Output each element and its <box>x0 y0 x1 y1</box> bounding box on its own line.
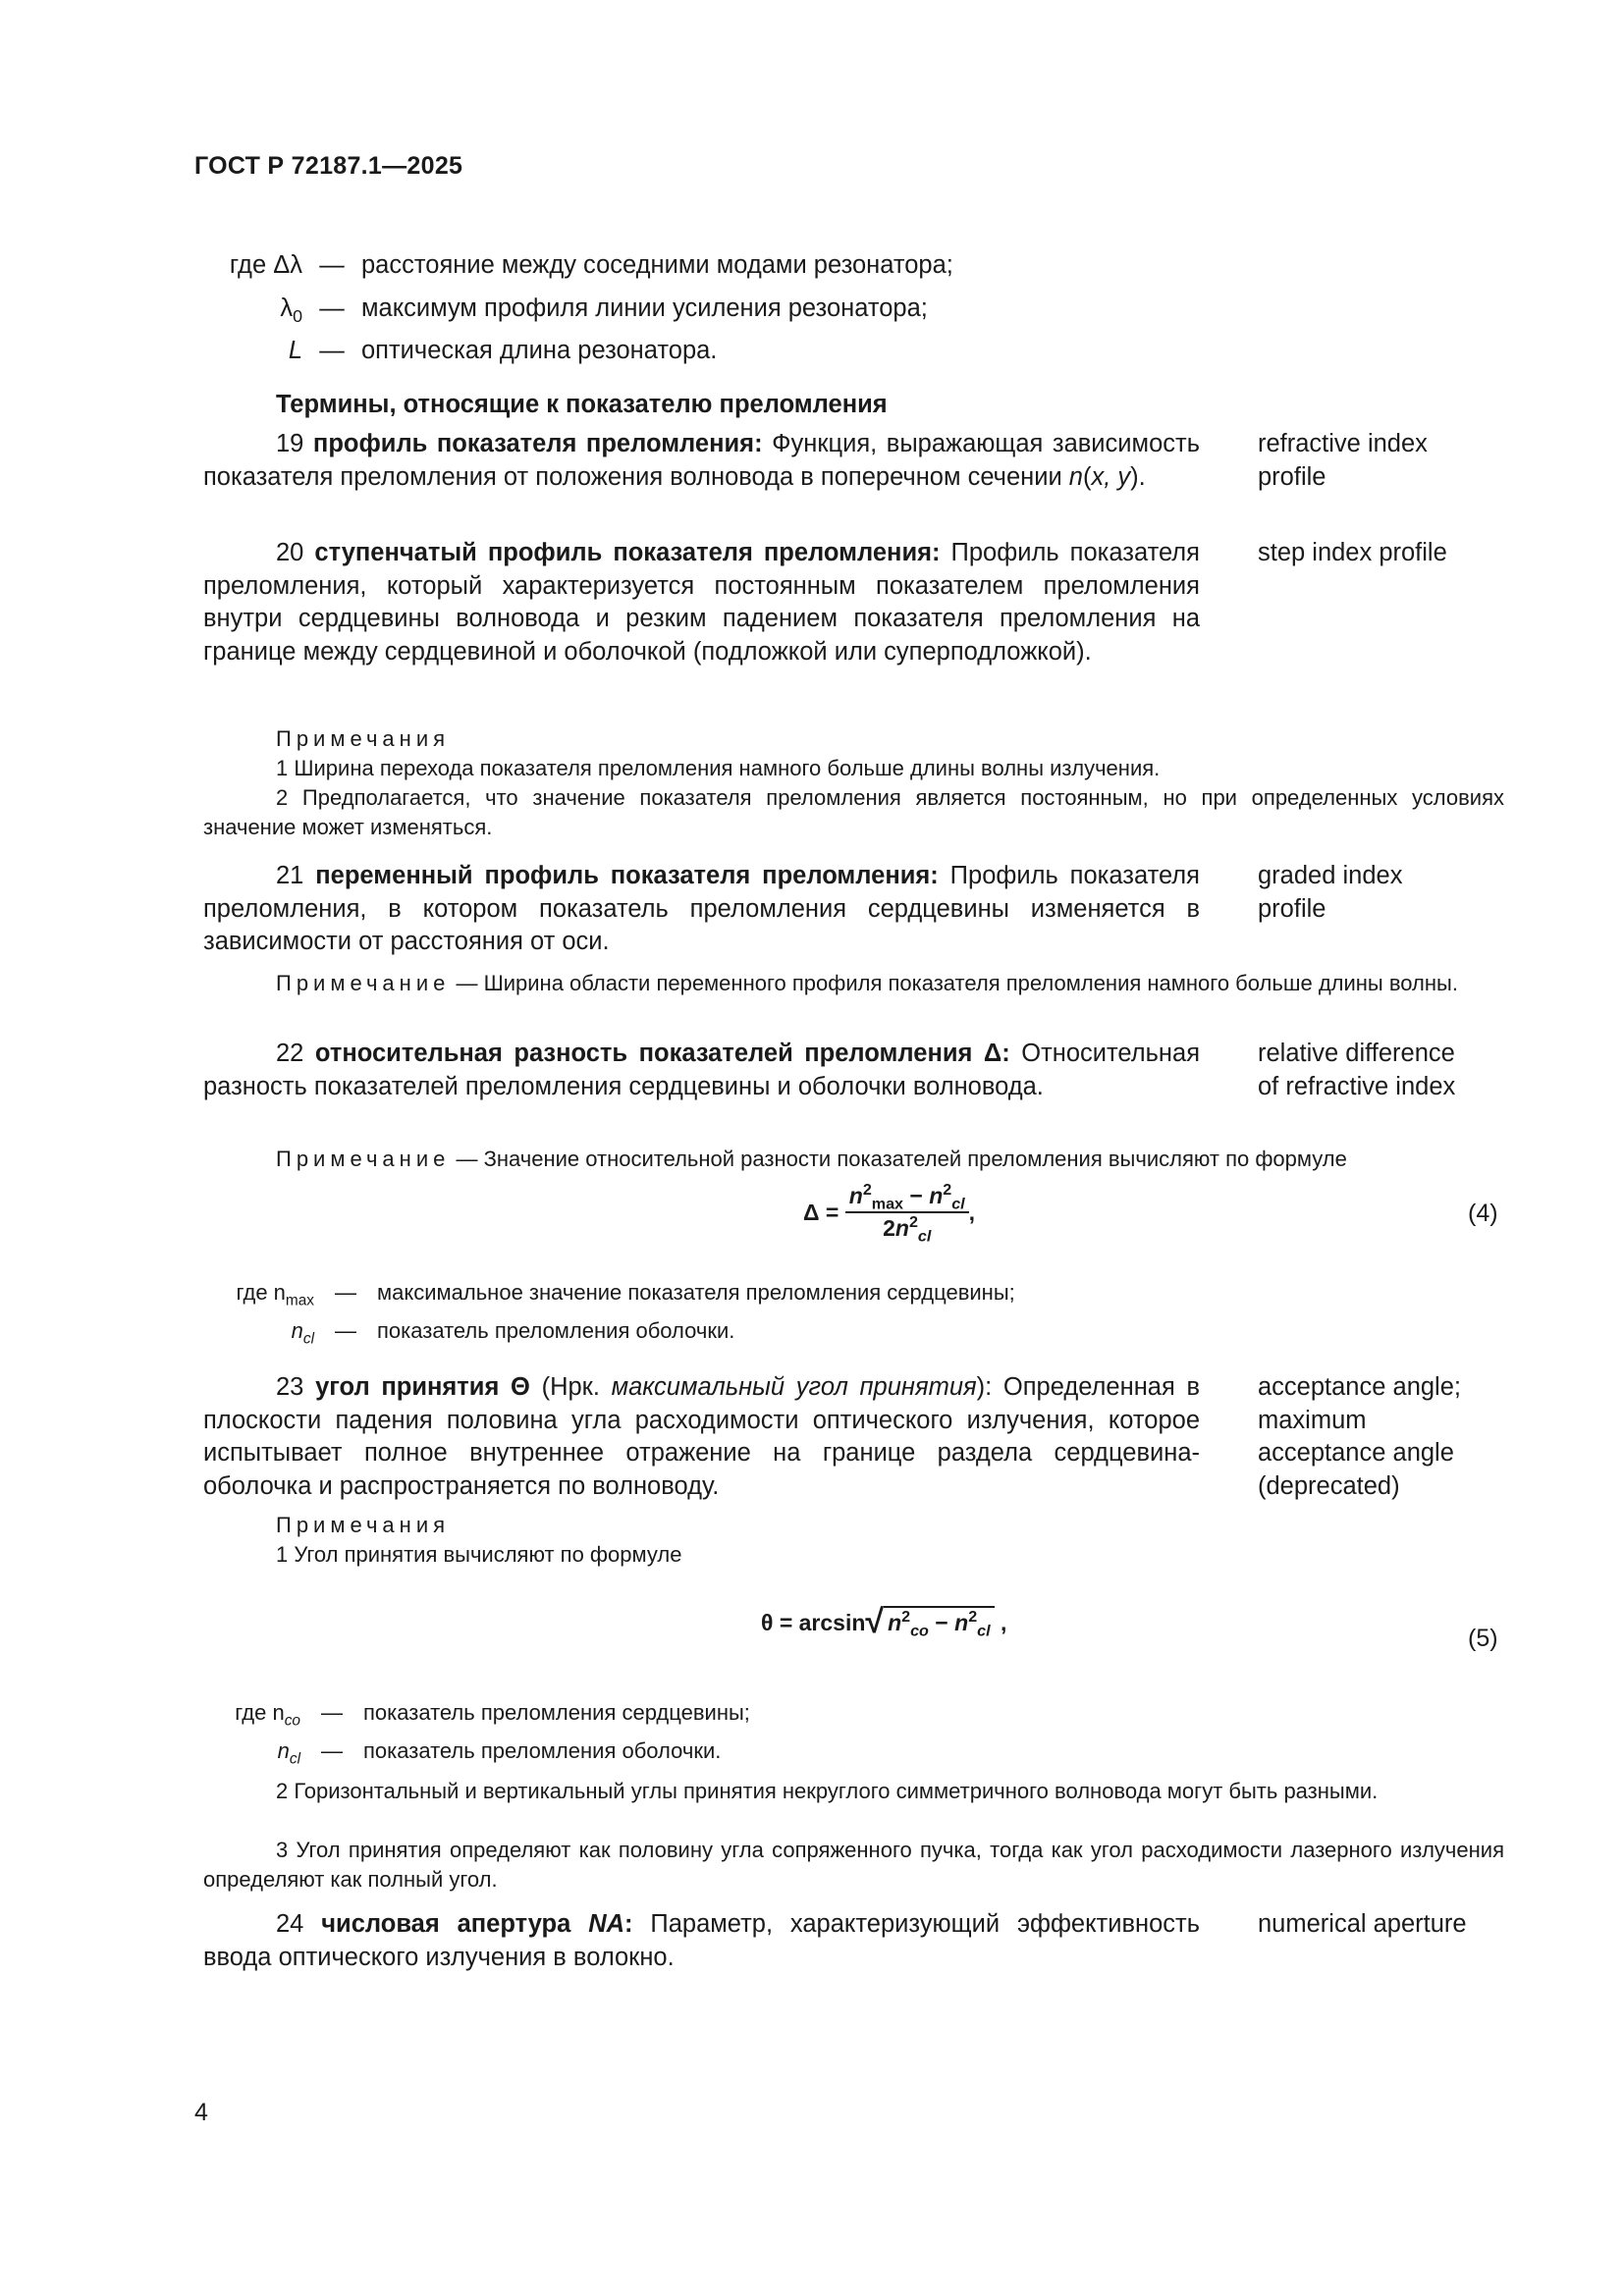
where-item <box>216 1316 734 1346</box>
dash: — <box>319 337 345 364</box>
where-text: максимум профиля линии усиления резонатора; <box>361 294 928 322</box>
where-item <box>216 1736 721 1766</box>
term-20: 20 ступенчатый профиль показателя преломления: Профиль показателя преломления, который характеризуется постоянным показателем преломления внутри сердцевины волновода и резким падением показателя преломления на границе между сердцевиной и оболочкой (подложкой или суперподложкой). <box>203 539 1200 666</box>
where-text: максимальное значение показателя преломления сердцевины; <box>377 1280 1015 1305</box>
note-text: 2 Горизонтальный и вертикальный углы принятия некруглого симметричного волновода могут быть разными. <box>276 1779 1379 1803</box>
where-item <box>216 335 717 368</box>
notes-title: Примечания <box>276 726 451 751</box>
where-item <box>216 1278 1015 1308</box>
notes-title: Примечания <box>276 1513 451 1537</box>
where-symbol: L <box>288 337 302 364</box>
term-24-english: numerical aperture <box>1258 1910 1467 1938</box>
term-23-english: acceptance angle; maximum acceptance angle (deprecated) <box>1258 1373 1461 1500</box>
document-header: ГОСТ Р 72187.1—2025 <box>194 152 463 180</box>
equation-4: Δ = $\frac{n^2_{max} - n^2_{cl}}{2n^2_{cl}}$ , <box>803 1181 976 1246</box>
where-text: показатель преломления оболочки. <box>363 1738 722 1763</box>
note-text: 1 Ширина перехода показателя преломления намного больше длины волны излучения. <box>276 756 1161 780</box>
term-22-english: relative difference of refractive index <box>1258 1040 1456 1100</box>
where-text: оптическая длина резонатора. <box>361 337 718 364</box>
note-text: 1 Угол принятия вычисляют по формуле <box>276 1542 682 1567</box>
dash: — <box>335 1318 356 1343</box>
term-22: 22 относительная разность показателей преломления Δ: Относительная разность показателей преломления сердцевины и оболочки волновода. <box>203 1040 1201 1100</box>
where-symbol: $n_{cl}$ <box>277 1738 300 1768</box>
term-19-english: refractive index profile <box>1258 430 1428 491</box>
where-text: расстояние между соседними модами резонатора; <box>361 251 953 279</box>
dash: — <box>319 251 345 279</box>
where-symbol: где Δλ <box>229 251 302 279</box>
dash: — <box>335 1280 356 1305</box>
where-symbol: где $n_{max}$ <box>236 1280 314 1309</box>
term-24: 24 числовая апертура NA: Параметр, характеризующий эффективность ввода оптического излучения в волокно. <box>203 1910 1201 1971</box>
where-item <box>216 1698 750 1728</box>
term-21-english: graded index profile <box>1258 862 1403 923</box>
equation-number: (4) <box>1468 1200 1498 1227</box>
term-20-english: step index profile <box>1258 539 1447 566</box>
note-21: Примечание — Ширина области переменного профиля показателя преломления намного больше длины волны. <box>276 971 1458 995</box>
dash: — <box>321 1700 343 1725</box>
where-item <box>216 249 953 283</box>
where-symbol: $n_{cl}$ <box>291 1318 314 1348</box>
where-text: показатель преломления оболочки. <box>377 1318 735 1343</box>
section-title: Термины, относящие к показателю преломления <box>276 391 888 418</box>
term-23: 23 угол принятия Θ (Нрк. максимальный угол принятия): Определенная в плоскости падения половина угла расходимости оптического излучения, которое испытывает полное внутреннее отражение на границе раздела сердцевина-оболочка и распространяется по волноводу. <box>203 1373 1201 1500</box>
page-number: 4 <box>194 2099 208 2126</box>
where-item <box>216 293 928 326</box>
where-text: показатель преломления сердцевины; <box>363 1700 750 1725</box>
where-symbol: $\lambda_0$ <box>280 294 302 327</box>
note-text: 3 Угол принятия определяют как половину угла сопряженного пучка, тогда как угол расходимости лазерного излучения определяют как полный угол. <box>203 1838 1504 1892</box>
dash: — <box>321 1738 343 1763</box>
term-21: 21 переменный профиль показателя преломления: Профиль показателя преломления, в котором показатель преломления сердцевины изменяется в зависимости от расстояния от оси. <box>203 862 1200 955</box>
where-symbol: где $n_{co}$ <box>235 1700 300 1730</box>
dash: — <box>319 294 345 322</box>
note-text: 2 Предполагается, что значение показателя преломления является постоянным, но при определенных условиях значение может изменяться. <box>203 785 1504 839</box>
term-19: 19 профиль показателя преломления: Функция, выражающая зависимость показателя преломления от положения волновода в поперечном сечении n(x, y). <box>203 430 1200 491</box>
sqrt-sign: √ <box>865 1603 885 1640</box>
equation-5: θ = arcsin √ $n^2_{co} - n^2_{cl}$ , <box>761 1603 1007 1640</box>
note-22: Примечание — Значение относительной разности показателей преломления вычисляют по формуле <box>276 1147 1347 1171</box>
equation-number: (5) <box>1468 1625 1498 1652</box>
